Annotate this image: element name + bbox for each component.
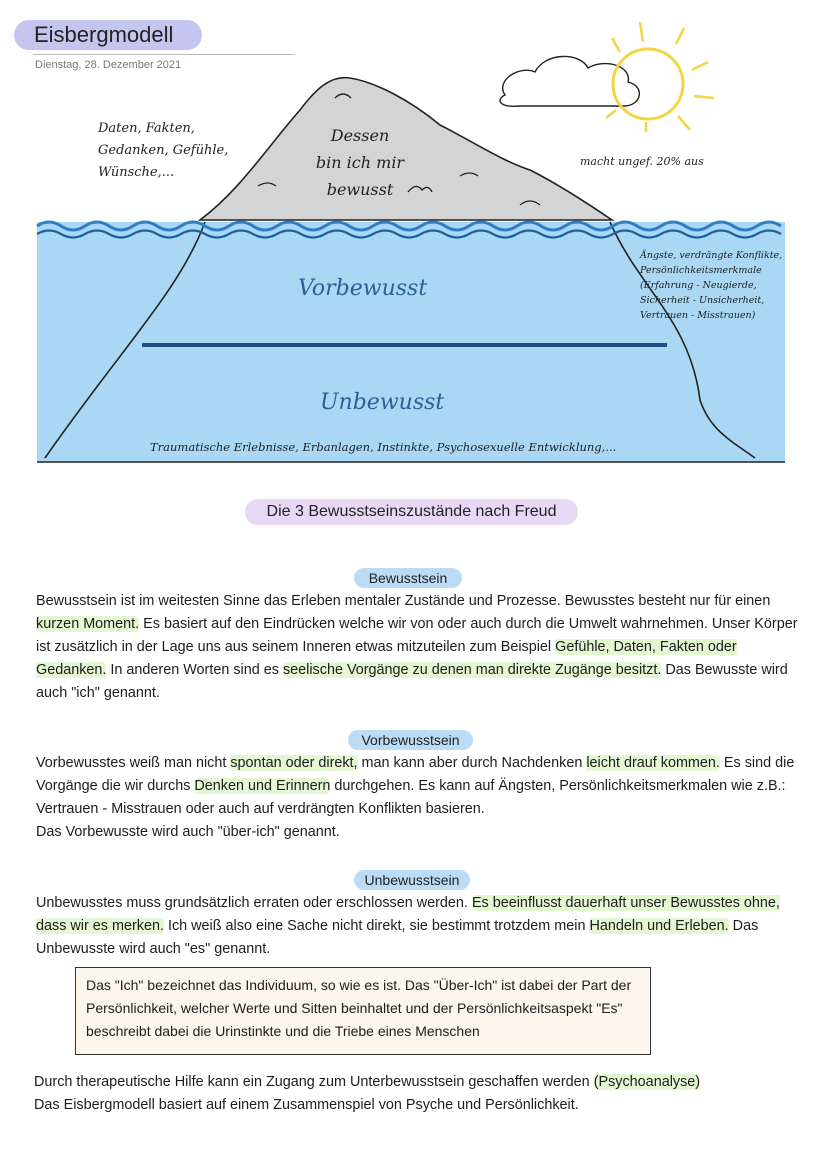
heading-bewusstsein: Bewusstsein: [354, 568, 462, 588]
footer-line-2: Das Eisbergmodell basiert auf einem Zusammenspiel von Psyche und Persönlichkeit.: [34, 1097, 579, 1113]
heading-unbewusstsein: Unbewusstsein: [354, 870, 470, 890]
info-box: Das "Ich" bezeichnet das Individuum, so wie es ist. Das "Über-Ich" ist dabei der Part der Persönlichkeit, welcher Werte und Sitten beinhaltet und der Persönlichkeitsaspekt "Es" beschreibt dabei die Urinstinkte und die Triebe eines Menschen: [75, 967, 651, 1055]
right-note-line: Sicherheit - Unsicherheit,: [640, 295, 765, 306]
unconscious-label: Unbewusst: [320, 390, 445, 415]
tip-label-line: bin ich mir: [315, 153, 405, 172]
highlight: Es beeinflusst dauerhaft unser Bewusstes ohne, dass wir es merken.: [36, 895, 780, 934]
tip-label-line: Dessen: [330, 126, 390, 145]
section-subtitle: Die 3 Bewusstseinszustände nach Freud: [266, 503, 557, 520]
left-note: [98, 118, 228, 184]
highlight: spontan oder direkt,: [230, 755, 358, 771]
bottom-note: Traumatische Erlebnisse, Erbanlagen, Instinkte, Psychosexuelle Entwicklung,...: [150, 440, 617, 454]
right-note-line: (Erfahrung - Neugierde,: [640, 280, 757, 291]
tip-label: [280, 122, 440, 203]
paragraph-line: Das Vorbewusste wird auch "über-ich" genannt.: [36, 824, 340, 840]
layer-divider-line: [142, 343, 667, 347]
percent-note: macht ungef. 20% aus: [580, 155, 704, 168]
page-title: Eisbergmodell: [34, 22, 174, 47]
left-note-line: Daten, Fakten,: [98, 121, 195, 136]
heading-vorbewusstsein: Vorbewusstsein: [348, 730, 473, 750]
preconscious-label: Vorbewusst: [298, 276, 428, 301]
highlight: leicht drauf kommen.: [586, 755, 720, 771]
paragraph-vorbewusstsein: Vorbewusstes weiß man nicht spontan oder direkt, man kann aber durch Nachdenken leicht drauf kommen. Es sind die Vorgänge die wir durchs Denken und Erinnern durchgehen. Es kann auf Ängsten, Persönlichkeitsmerkmalen wie z.B.: Vertrauen - Misstrauen oder auch auf verdrängten Konflikten basieren. Das Vorbewusste wird auch "über-ich" genannt.: [36, 752, 798, 844]
left-note-line: Gedanken, Gefühle,: [98, 143, 229, 158]
right-note: [640, 248, 782, 323]
right-note-line: Ängste, verdrängte Konflikte,: [640, 250, 783, 261]
right-note-line: Persönlichkeitsmerkmale: [640, 265, 762, 276]
highlight: Handeln und Erleben.: [589, 918, 729, 934]
tip-label-line: bewusst: [326, 180, 394, 199]
highlight: kurzen Moment.: [36, 616, 140, 632]
right-note-line: Vertrauen - Misstrauen): [640, 310, 756, 321]
paragraph-bewusstsein: Bewusstsein ist im weitesten Sinne das Erleben mentaler Zustände und Prozesse. Bewusstes besteht nur für einen kurzen Moment. Es basiert auf den Eindrücken welche wir von oder auch durch die Umwelt wahrnehmen. Unser Körper ist zusätzlich in der Lage uns aus seinem Inneren etwas mitzuteilen zum Beispiel Gefühle, Daten, Fakten oder Gedanken. In anderen Worten sind es seelische Vorgänge zu denen man direkte Zugänge besitzt. Das Bewusste wird auch "ich" genannt.: [36, 593, 798, 701]
left-note-line: Wünsche,...: [98, 165, 175, 180]
footer-line-1: Durch therapeutische Hilfe kann ein Zugang zum Unterbewusstsein geschaffen werden (Psychoanalyse): [34, 1074, 701, 1090]
highlight: (Psychoanalyse): [593, 1074, 701, 1090]
page-date: Dienstag, 28. Dezember 2021: [35, 59, 182, 71]
highlight: Gefühle, Daten, Fakten oder Gedanken.: [36, 639, 737, 678]
highlight: Denken und Erinnern: [194, 778, 331, 794]
highlight: seelische Vorgänge zu denen man direkte Zugänge besitzt.: [282, 662, 662, 678]
paragraph-unbewusstsein: Unbewusstes muss grundsätzlich erraten oder erschlossen werden. Es beeinflusst dauerhaft unser Bewusstes ohne, dass wir es merken. Ich weiß also eine Sache nicht direkt, sie bestimmt trotzdem mein Handeln und Erleben. Das Unbewusste wird auch "es" genannt.: [36, 895, 780, 957]
